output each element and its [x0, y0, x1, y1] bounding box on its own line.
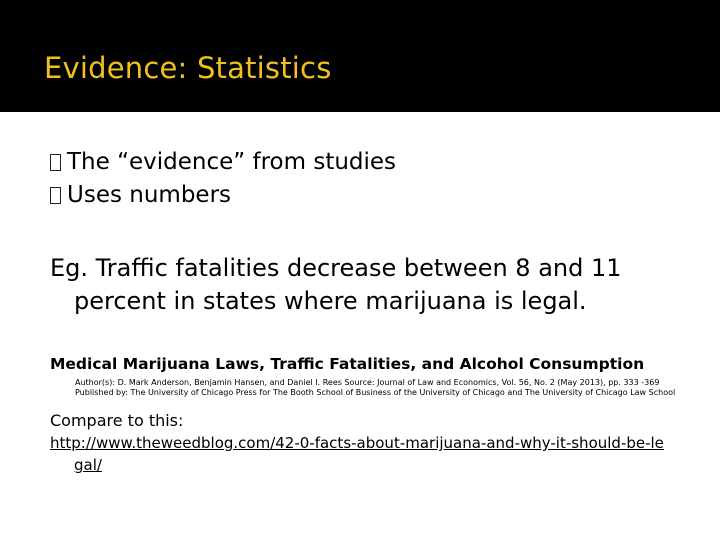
- bullet-item: [50, 179, 396, 212]
- slide-title: Evidence: Statistics: [44, 51, 332, 85]
- citation-details: Author(s): D. Mark Anderson, Benjamin Hansen, and Daniel I. Rees Source: Journal of Law and Economics, Vol. 56, No. 2 (May 2013), pp. 333 -369 Published by: The University of Chicago Press for The Booth School of Business of the University of Chicago and The University of Chicago Law School: [75, 378, 676, 397]
- checkbox-bullet-icon: [50, 187, 61, 204]
- bullet-item: [50, 146, 396, 179]
- compare-label: Compare to this:: [50, 411, 184, 430]
- bullet-text: Uses numbers: [67, 182, 232, 208]
- bullet-text: The “evidence” from studies: [67, 149, 397, 175]
- checkbox-bullet-icon: [50, 154, 61, 171]
- bullet-list: [50, 146, 396, 212]
- compare-link[interactable]: http://www.theweedblog.com/42-0-facts-about-marijuana-and-why-it-should-be-legal/: [50, 434, 664, 474]
- citation-title: Medical Marijuana Laws, Traffic Fatalities, and Alcohol Consumption: [50, 355, 645, 373]
- title-bar: [0, 0, 720, 112]
- example-statement: Eg. Traffic fatalities decrease between 8 and 11 percent in states where marijuana is legal.: [50, 254, 622, 315]
